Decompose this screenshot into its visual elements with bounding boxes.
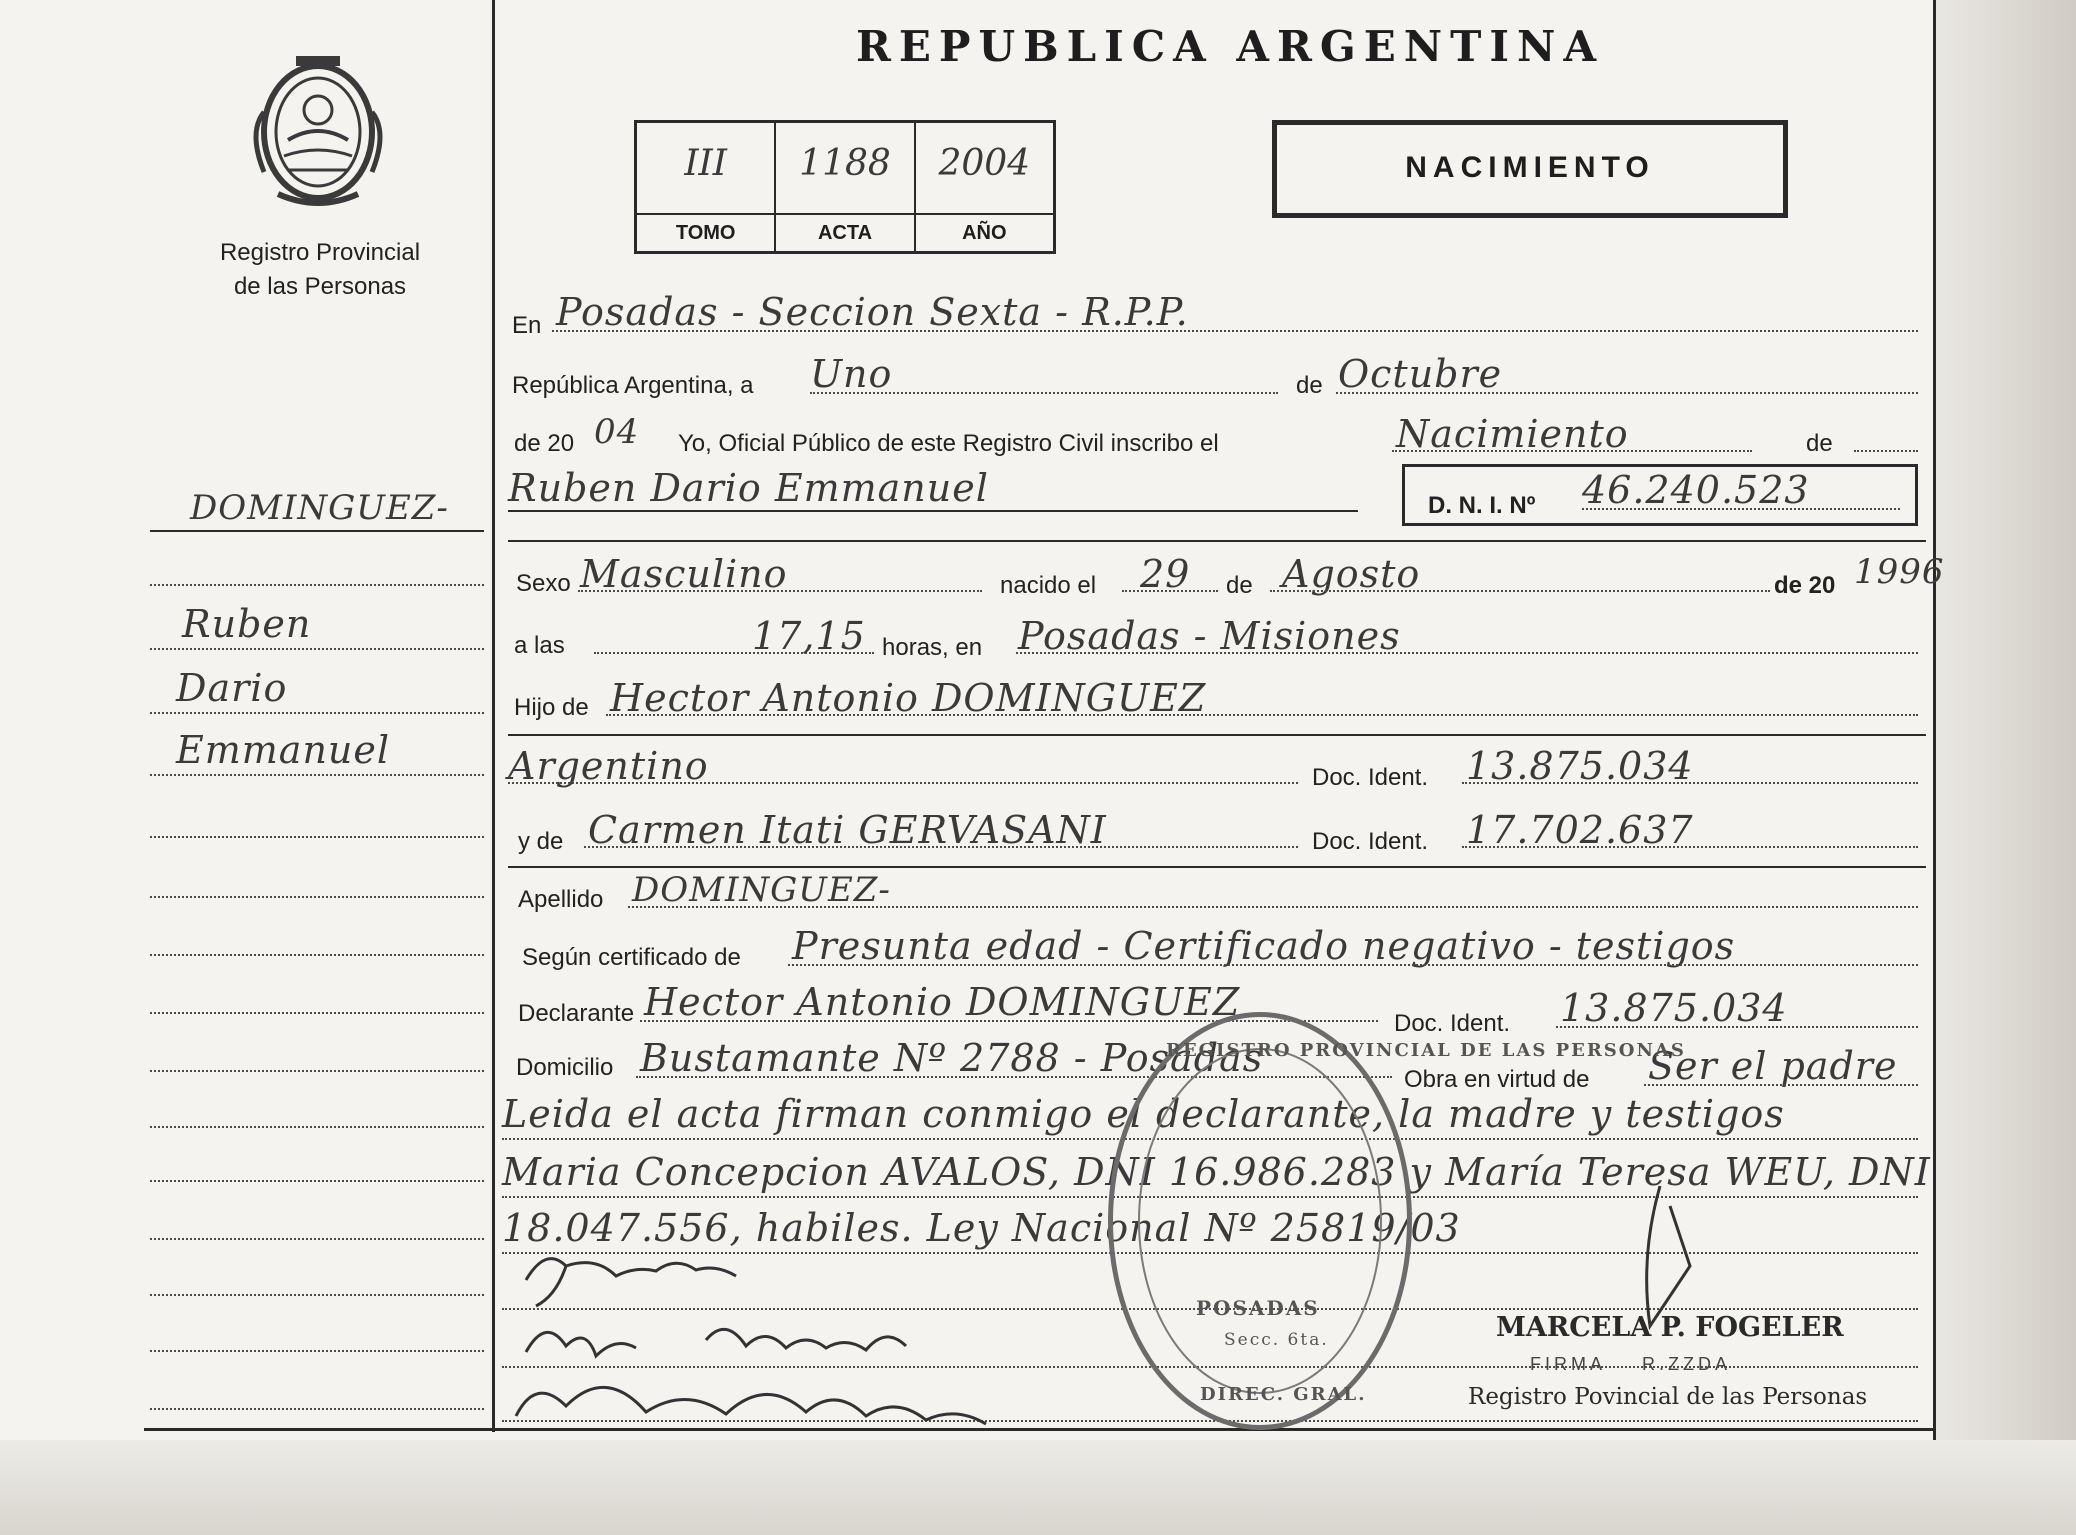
margin-dotted-line <box>150 1012 484 1014</box>
declarante-value: Hector Antonio DOMINGUEZ <box>644 980 1241 1024</box>
apellido-value: DOMINGUEZ- <box>632 870 891 910</box>
registry-name <box>150 236 490 304</box>
margin-divider <box>492 0 495 1432</box>
note-line-1: Leida el acta firman conmigo el declarante, la madre y testigos <box>502 1092 1785 1136</box>
note-line-3: 18.047.556, habiles. Ley Nacional Nº 25819/03 <box>502 1206 1461 1250</box>
margin-dotted-line <box>150 896 484 898</box>
day-line <box>810 392 1278 394</box>
margin-dotted-line <box>150 1294 484 1296</box>
obra-label: Obra en virtud de <box>1404 1066 1590 1093</box>
father-nat-line <box>508 782 1298 784</box>
handwritten-signatures <box>506 1236 1046 1436</box>
tomo-cell <box>637 123 776 251</box>
alas-label: a las <box>514 632 565 659</box>
declarante-doc-label: Doc. Ident. <box>1394 1010 1511 1037</box>
margin-name-2: Dario <box>176 666 288 710</box>
seal-section: Secc. 6ta. <box>1224 1330 1329 1350</box>
sexo-line <box>578 590 982 592</box>
margin-surname: DOMINGUEZ- <box>190 488 449 528</box>
registry-line-2: de las Personas <box>233 273 407 300</box>
dni-label: D. N. I. Nº <box>1428 492 1536 519</box>
birth-year-prefix: de 20 <box>1774 572 1836 599</box>
birth-place-line <box>1016 652 1918 654</box>
official-name: MARCELA P. FOGELER <box>1496 1312 1844 1343</box>
margin-dotted-line <box>150 712 484 714</box>
en-line <box>552 330 1918 332</box>
hour-value: 17,15 <box>752 614 866 658</box>
declarante-doc-line <box>1556 1026 1918 1028</box>
right-border <box>1933 0 1936 1440</box>
record-type-box: NACIMIENTO <box>1272 120 1788 218</box>
en-label: En <box>512 312 542 339</box>
margin-dotted-line <box>150 1070 484 1072</box>
note-line-2: Maria Concepcion AVALOS, DNI 16.986.283 y María Teresa WEU, DNI <box>502 1150 1931 1194</box>
margin-name-1: Ruben <box>182 602 312 646</box>
declarante-doc: 13.875.034 <box>1560 986 1788 1030</box>
margin-dotted-line <box>150 648 484 650</box>
segun-value: Presunta edad - Certificado negativo - testigos <box>792 924 1736 968</box>
mother-divider <box>508 866 1926 868</box>
de2-line <box>1854 450 1918 452</box>
birth-day: 29 <box>1140 552 1191 596</box>
mother-doc-line <box>1462 846 1918 848</box>
father-doc: 13.875.034 <box>1466 744 1694 788</box>
firma-label <box>1530 1354 1731 1375</box>
domicilio-label: Domicilio <box>516 1054 614 1081</box>
seal-ring-lower: DIREC. GRAL. <box>1200 1384 1367 1405</box>
day-value: Uno <box>810 352 893 396</box>
de2-label: de <box>1806 430 1833 457</box>
father-nationality: Argentino <box>508 744 709 788</box>
father-doc-label: Doc. Ident. <box>1312 764 1429 791</box>
obra-value: Ser el padre <box>1648 1044 1898 1088</box>
mother-line <box>584 846 1298 848</box>
declarante-label: Declarante <box>518 1000 635 1027</box>
anio-value: 2004 <box>938 143 1031 184</box>
republica-label: República Argentina, a <box>512 372 754 399</box>
margin-surname-line <box>150 530 484 532</box>
month-line <box>1336 392 1918 394</box>
birth-month: Agosto <box>1282 552 1421 596</box>
dni-value: 46.240.523 <box>1582 468 1810 512</box>
record-reference-grid <box>634 120 1056 254</box>
father-name: Hector Antonio DOMINGUEZ <box>610 676 1207 720</box>
margin-dotted-line <box>150 836 484 838</box>
tomo-value: III <box>684 143 727 184</box>
hijo-label: Hijo de <box>514 694 589 721</box>
acta-label: ACTA <box>776 213 913 251</box>
segun-label: Según certificado de <box>522 944 741 971</box>
de3-label: de <box>1226 572 1253 599</box>
domicilio-value: Bustamante Nº 2788 - Posadas <box>640 1036 1264 1080</box>
act-value: Nacimiento <box>1396 412 1629 456</box>
registry-line-1: Registro Provincial <box>219 239 421 266</box>
acta-value: 1188 <box>799 143 891 184</box>
margin-dotted-line <box>150 584 484 586</box>
acta-cell <box>776 123 915 251</box>
year-value: 04 <box>594 412 640 452</box>
month-value: Octubre <box>1338 352 1503 396</box>
page-bottom-shadow <box>0 1440 2076 1535</box>
anio-cell <box>916 123 1053 251</box>
margin-dotted-line <box>150 954 484 956</box>
person-name-line <box>508 510 1358 512</box>
margin-dotted-line <box>150 1238 484 1240</box>
apellido-label: Apellido <box>518 886 604 913</box>
section-divider <box>508 540 1926 542</box>
margin-name-3: Emmanuel <box>176 728 391 772</box>
seal-city: POSADAS <box>1196 1296 1320 1320</box>
margin-dotted-line <box>150 774 484 776</box>
obra-line <box>1644 1084 1918 1086</box>
margin-dotted-line <box>150 1350 484 1352</box>
firma-text: FIRMA <box>1530 1354 1606 1374</box>
provincial-coat-of-arms <box>248 52 388 208</box>
birth-month-line <box>1270 590 1770 592</box>
en-value: Posadas - Seccion Sexta - R.P.P. <box>556 290 1189 334</box>
tomo-label: TOMO <box>637 213 774 251</box>
page-edge-shadow <box>1935 0 2076 1535</box>
act-line <box>1392 450 1752 452</box>
mother-doc-label: Doc. Ident. <box>1312 828 1429 855</box>
dni-line <box>1582 508 1900 510</box>
father-line <box>606 714 1918 716</box>
horas-label: horas, en <box>882 634 983 661</box>
country-title: REPUBLICA ARGENTINA <box>855 22 1605 71</box>
apellido-line <box>628 906 1918 908</box>
sexo-value: Masculino <box>580 552 788 596</box>
de-label: de <box>1296 372 1323 399</box>
birth-place: Posadas - Misiones <box>1018 614 1401 658</box>
office-name: Registro Povincial de las Personas <box>1468 1384 1868 1410</box>
anio-label: AÑO <box>916 213 1053 251</box>
margin-dotted-line <box>150 1126 484 1128</box>
person-name-value: Ruben Dario Emmanuel <box>508 466 989 510</box>
margin-dotted-line <box>150 1180 484 1182</box>
segun-line <box>788 964 1918 966</box>
father-doc-line <box>1462 782 1918 784</box>
aclaracion-text: R.ZZDA <box>1642 1354 1732 1374</box>
mother-doc: 17.702.637 <box>1466 808 1694 852</box>
margin-dotted-line <box>150 1408 484 1410</box>
mother-name: Carmen Itati GERVASANI <box>588 808 1107 852</box>
father-divider <box>508 734 1926 736</box>
inscribo-label: Yo, Oficial Público de este Registro Civil inscribo el <box>678 430 1219 457</box>
seal-ring-text: REGISTRO PROVINCIAL DE LAS PERSONAS <box>1166 1040 1686 1061</box>
year-prefix: de 20 <box>514 430 575 457</box>
nacido-label: nacido el <box>1000 572 1097 599</box>
yde-label: y de <box>518 828 564 855</box>
birth-year-value: 1996 <box>1854 552 1945 592</box>
birth-day-line <box>1122 590 1218 592</box>
sexo-label: Sexo <box>516 570 571 597</box>
